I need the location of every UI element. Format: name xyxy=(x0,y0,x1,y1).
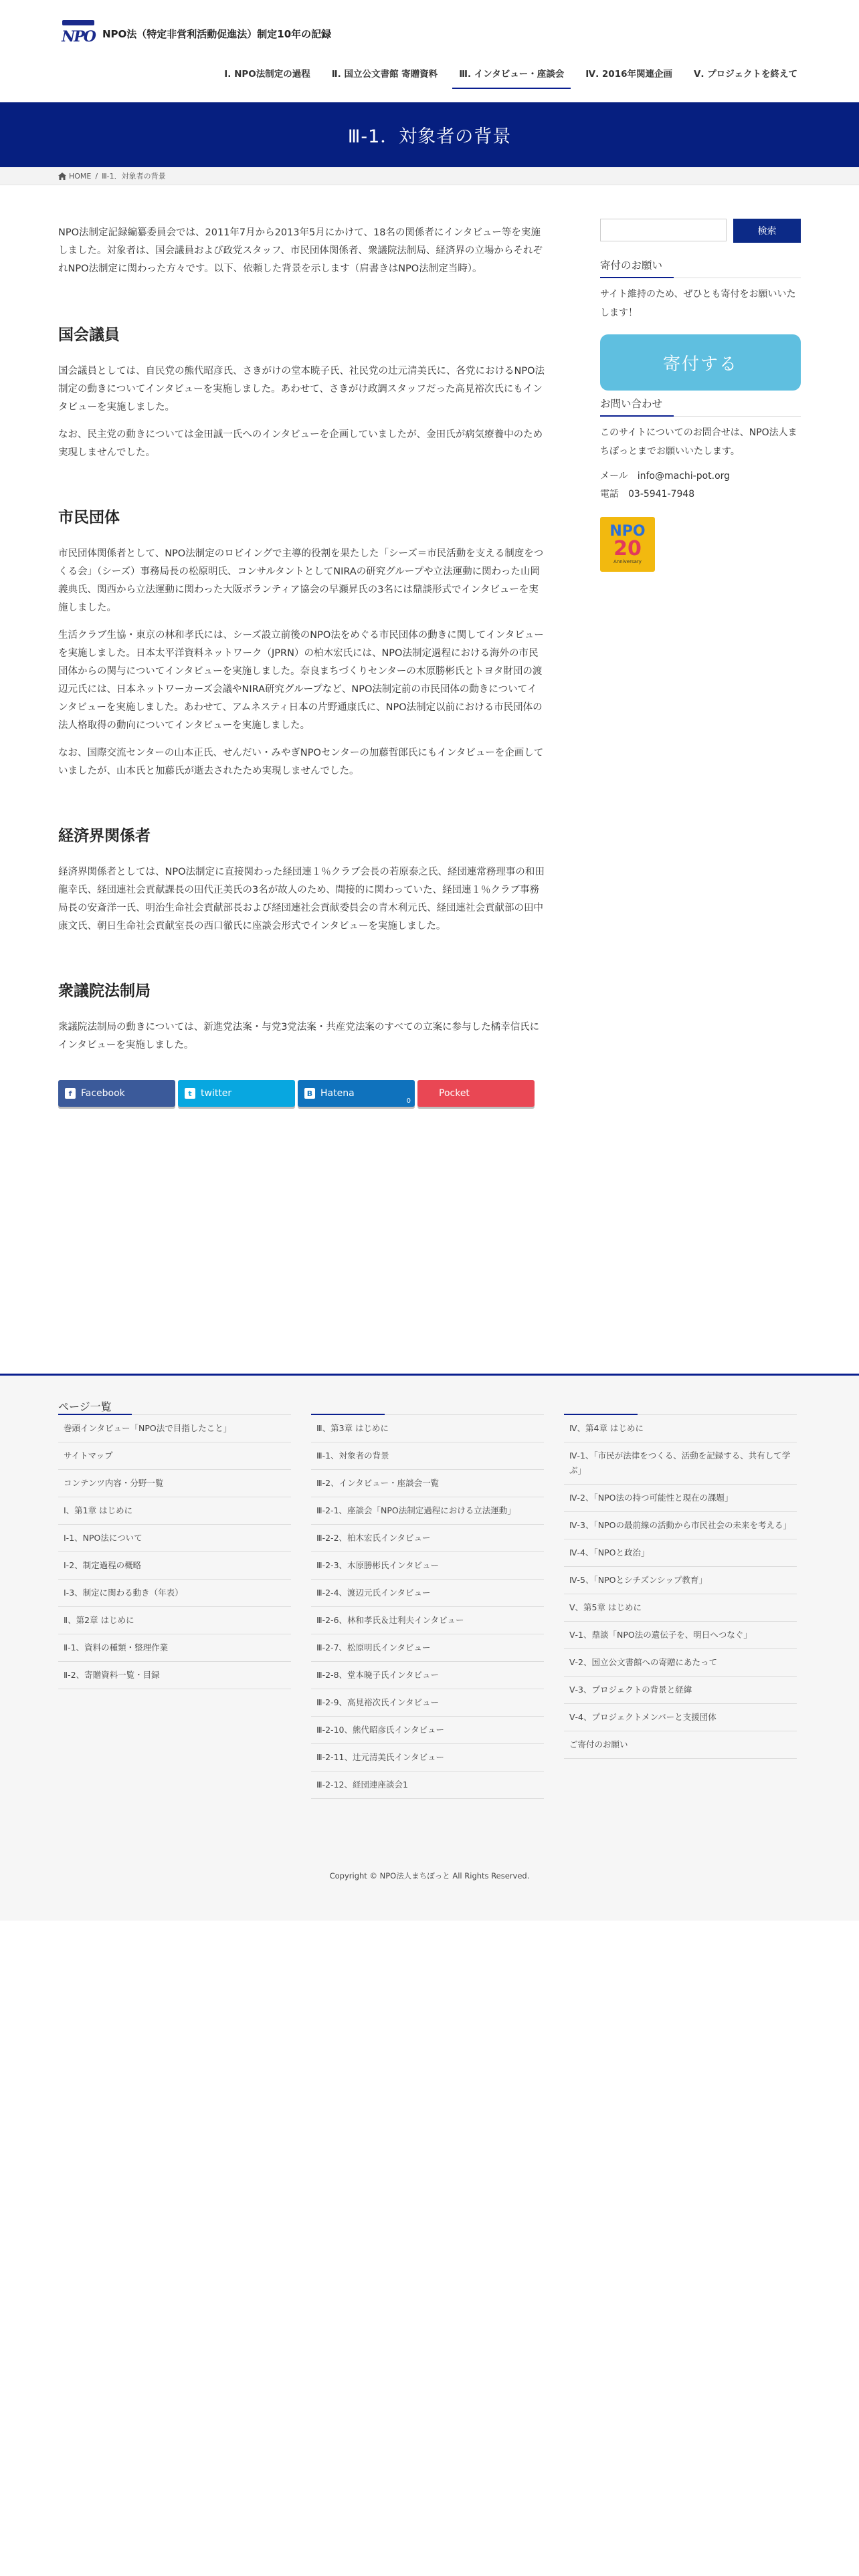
page-header-banner xyxy=(0,102,859,167)
search-form xyxy=(600,219,801,243)
intro-paragraph: NPO法制定記録編纂委員会では、2011年7月から2013年5月にかけて、18名の関係者にインタビュー等を実施しました。対象者は、国会議員および政党スタッフ、市民団体関係者、衆議院法制局、経済界の立場からそれぞれNPO法制定に関わった方々です。以下、依頼した背景を示します（肩書きはNPO法制定当時）。 xyxy=(58,227,543,274)
footer-link[interactable]: Ⅳ-2、「NPO法の持つ可能性と現在の課題」 xyxy=(564,1485,797,1512)
breadcrumb-home[interactable] xyxy=(58,172,91,181)
donate-button[interactable]: 寄付する xyxy=(600,334,801,391)
section-business xyxy=(58,826,545,936)
footer-column-title xyxy=(564,1398,797,1415)
facebook-share-button[interactable]: f Facebook xyxy=(58,1080,175,1107)
footer-link[interactable]: Ⅲ-2-8、堂本暁子氏インタビュー xyxy=(311,1662,544,1689)
search-input[interactable] xyxy=(600,219,727,241)
footer-column-2 xyxy=(311,1398,544,1799)
footer-link[interactable]: コンテンツ内容・分野一覧 xyxy=(58,1470,291,1497)
footer-link[interactable]: Ⅲ-2-3、木原勝彬氏インタビュー xyxy=(311,1552,544,1580)
section-legislative-bureau xyxy=(58,981,545,1055)
footer-link[interactable]: Ⅱ-1、資料の種類・整理作業 xyxy=(58,1634,291,1662)
footer-link[interactable]: Ⅱ-2、寄贈資料一覧・目録 xyxy=(58,1662,291,1689)
footer-column-title xyxy=(311,1398,544,1415)
section-civic-groups xyxy=(58,508,545,780)
footer-link[interactable]: Ⅴ、第5章 はじめに xyxy=(564,1594,797,1622)
section-heading: 経済界関係者 xyxy=(58,827,151,845)
footer-column-3 xyxy=(564,1398,797,1799)
nav-item-project-end[interactable]: Ⅴ. プロジェクトを終えて xyxy=(693,69,797,80)
footer-link[interactable]: Ⅳ-3、「NPOの最前線の活動から市民社会の未来を考える」 xyxy=(564,1512,797,1539)
footer-link[interactable]: サイトマップ xyxy=(58,1442,291,1470)
footer-link[interactable]: Ⅲ-2-11、辻元清美氏インタビュー xyxy=(311,1744,544,1772)
section-paragraph: 市民団体関係者として、NPO法制定のロビイングで主導的役割を果たした「シーズ＝市民活動を支える制度をつくる会」（シーズ）事務局長の松原明氏、コンサルタントとしてNIRAの研究グループや立法運動に関わった山岡義典氏、関西から立法運動に関わった大阪ボランティア協会の早瀬昇氏の3名には鼎談形式でインタビューを実施しました。 xyxy=(58,548,544,613)
section-heading: 衆議院法制局 xyxy=(58,982,151,1000)
section-paragraph: 衆議院法制局の動きについては、新進党法案・与党3党法案・共産党法案のすべての立案に参与した橘幸信氏にインタビューを実施しました。 xyxy=(58,1022,540,1051)
footer-link[interactable]: Ⅴ-1、鼎談「NPO法の遺伝子を、明日へつなぐ」 xyxy=(564,1622,797,1649)
section-paragraph: なお、民主党の動きについては金田誠一氏へのインタビューを企画していましたが、金田氏が病気療養中のため実現しませんでした。 xyxy=(58,429,543,458)
nav-item-interviews[interactable]: Ⅲ. インタビュー・座談会 xyxy=(452,62,571,89)
hatena-share-button[interactable]: B Hatena 0 xyxy=(298,1080,415,1107)
twitter-icon: t xyxy=(185,1088,195,1099)
site-footer xyxy=(0,1374,859,1921)
twitter-share-button[interactable]: t twitter xyxy=(178,1080,295,1107)
copyright: Copyright © NPO法人まちぽっと All Rights Reserved. xyxy=(329,1871,530,1881)
page-title: Ⅲ-1．対象者の背景 xyxy=(347,126,512,147)
donation-text: サイト維持のため、ぜひとも寄付をお願いいたします！ xyxy=(600,289,796,318)
footer-link[interactable]: Ⅰ-1、NPO法について xyxy=(58,1525,291,1552)
section-paragraph: 経済界関係者としては、NPO法制定に直接関わった経団連１％クラブ会長の若原泰之氏、経団連常務理事の和田龍幸氏、経団連社会貢献課長の田代正美氏の3名が故人のため、間接的に関わっていた、経団連１％クラブ事務局長の安斎洋一氏、明治生命社会貢献部長および経団連社会貢献委員会の青木利元氏、経団連社会貢献部の田中康文氏、朝日生命社会貢献室長の西口徹氏に座談会形式でインタビューを実施しました。 xyxy=(58,867,545,932)
footer-link[interactable]: Ⅰ-3、制定に関わる動き（年表） xyxy=(58,1580,291,1607)
footer-link[interactable]: Ⅰ-2、制定過程の概略 xyxy=(58,1552,291,1580)
pocket-share-button[interactable]: Pocket xyxy=(417,1080,535,1107)
footer-link[interactable]: Ⅰ、第1章 はじめに xyxy=(58,1497,291,1525)
section-paragraph: なお、国際交流センターの山本正氏、せんだい・みやぎNPOセンターの加藤哲郎氏にもインタビューを企画していましたが、山本氏と加藤氏が逝去されたため実現しませんでした。 xyxy=(58,748,544,776)
contact-email: メール info@machi-pot.org xyxy=(600,471,731,481)
breadcrumb-current: Ⅲ-1．対象者の背景 xyxy=(102,172,166,181)
footer-column-1 xyxy=(58,1398,291,1799)
nav-item-2016[interactable]: Ⅳ. 2016年関連企画 xyxy=(585,69,672,80)
footer-link[interactable]: Ⅴ-4、プロジェクトメンバーと支援団体 xyxy=(564,1704,797,1731)
hatena-icon: B xyxy=(304,1088,315,1099)
npo-logo-icon: NPO xyxy=(58,20,98,47)
footer-link[interactable]: Ⅳ-5、「NPOとシチズンシップ教育」 xyxy=(564,1567,797,1594)
breadcrumb-home-label: HOME xyxy=(69,171,92,181)
contact-widget-title: お問い合わせ xyxy=(600,396,801,417)
contact-phone: 電話 03-5941-7948 xyxy=(600,489,695,500)
section-paragraph: 国会議員としては、自民党の熊代昭彦氏、さきがけの堂本暁子氏、社民党の辻元清美氏に、各党におけるNPO法制定の動きについてインタビューを実施しました。あわせて、さきがけ政調スタッフだった高見裕次氏にもインタビューを実施しました。 xyxy=(58,366,545,413)
footer-link[interactable]: Ⅳ-1、「市民が法律をつくる、活動を記録する、共有して学ぶ」 xyxy=(564,1442,797,1485)
site-logo[interactable] xyxy=(58,20,331,47)
footer-link[interactable]: Ⅱ、第2章 はじめに xyxy=(58,1607,291,1634)
footer-link[interactable]: Ⅲ、第3章 はじめに xyxy=(311,1415,544,1442)
contact-text: このサイトについてのお問合せは、NPO法人まちぽっとまでお願いいたします。 xyxy=(600,427,797,457)
share-buttons xyxy=(58,1080,545,1107)
npo20-anniversary-badge[interactable]: NPO 20 Anniversary xyxy=(600,517,655,572)
footer-link[interactable]: Ⅲ-2、インタビュー・座談会一覧 xyxy=(311,1470,544,1497)
global-nav xyxy=(209,62,804,89)
nav-item-process[interactable]: Ⅰ. NPO法制定の過程 xyxy=(224,69,310,80)
section-heading: 市民団体 xyxy=(58,509,120,526)
footer-link[interactable]: Ⅳ-4、「NPOと政治」 xyxy=(564,1539,797,1567)
nav-item-archives[interactable]: Ⅱ. 国立公文書館 寄贈資料 xyxy=(331,69,438,80)
footer-link[interactable]: Ⅲ-2-12、経団連座談会1 xyxy=(311,1772,544,1799)
footer-link[interactable]: 巻頭インタビュー「NPO法で目指したこと」 xyxy=(58,1415,291,1442)
footer-link[interactable]: Ⅲ-2-2、柏木宏氏インタビュー xyxy=(311,1525,544,1552)
footer-link[interactable]: Ⅳ、第4章 はじめに xyxy=(564,1415,797,1442)
section-heading: 国会議員 xyxy=(58,326,120,344)
footer-link[interactable]: Ⅴ-3、プロジェクトの背景と経緯 xyxy=(564,1677,797,1704)
footer-link[interactable]: Ⅲ-2-1、座談会「NPO法制定過程における立法運動」 xyxy=(311,1497,544,1525)
sidebar xyxy=(600,219,801,1107)
breadcrumb-separator: / xyxy=(95,171,98,181)
breadcrumb xyxy=(0,167,859,185)
facebook-icon: f xyxy=(65,1088,76,1099)
content-area xyxy=(0,224,859,1107)
site-header xyxy=(0,0,859,102)
home-icon xyxy=(58,173,66,180)
footer-link[interactable]: Ⅲ-2-6、林和孝氏＆辻利夫インタビュー xyxy=(311,1607,544,1634)
footer-link[interactable]: ご寄付のお願い xyxy=(564,1731,797,1759)
footer-link[interactable]: Ⅲ-2-10、熊代昭彦氏インタビュー xyxy=(311,1717,544,1744)
section-paragraph: 生活クラブ生協・東京の林和孝氏には、シーズ設立前後のNPO法をめぐる市民団体の動きに関してインタビューを実施しました。日本太平洋資料ネットワーク（JPRN）の柏木宏氏には、NPO法制定過程における海外の市民団体からの関与についてインタビューを実施しました。奈良まちづくりセンターの木原勝彬氏とトヨタ財団の渡辺元氏には、日本ネットワーカーズ会議やNIRA研究グループなど、NPO法制定前の市民団体の動きについてインタビューを実施しました。あわせて、アムネスティ日本の片野通康氏に、NPO法制定以前における市民団体の法人格取得の動向についてインタビューを実施しました。 xyxy=(58,630,544,731)
search-button[interactable]: 検索 xyxy=(733,219,801,243)
site-title[interactable]: NPO法（特定非営利活動促進法）制定10年の記録 xyxy=(102,27,332,40)
footer-link[interactable]: Ⅲ-1、対象者の背景 xyxy=(311,1442,544,1470)
footer-column-title: ページ一覧 xyxy=(58,1398,291,1415)
hatena-count: 0 xyxy=(406,1097,411,1105)
footer-link[interactable]: Ⅲ-2-9、高見裕次氏インタビュー xyxy=(311,1689,544,1717)
main-content xyxy=(58,224,545,1107)
footer-link[interactable]: Ⅲ-2-4、渡辺元氏インタビュー xyxy=(311,1580,544,1607)
section-diet-members xyxy=(58,325,545,462)
footer-link[interactable]: Ⅴ-2、国立公文書館への寄贈にあたって xyxy=(564,1649,797,1677)
footer-link[interactable]: Ⅲ-2-7、松原明氏インタビュー xyxy=(311,1634,544,1662)
donation-widget-title: 寄付のお願い xyxy=(600,257,801,278)
